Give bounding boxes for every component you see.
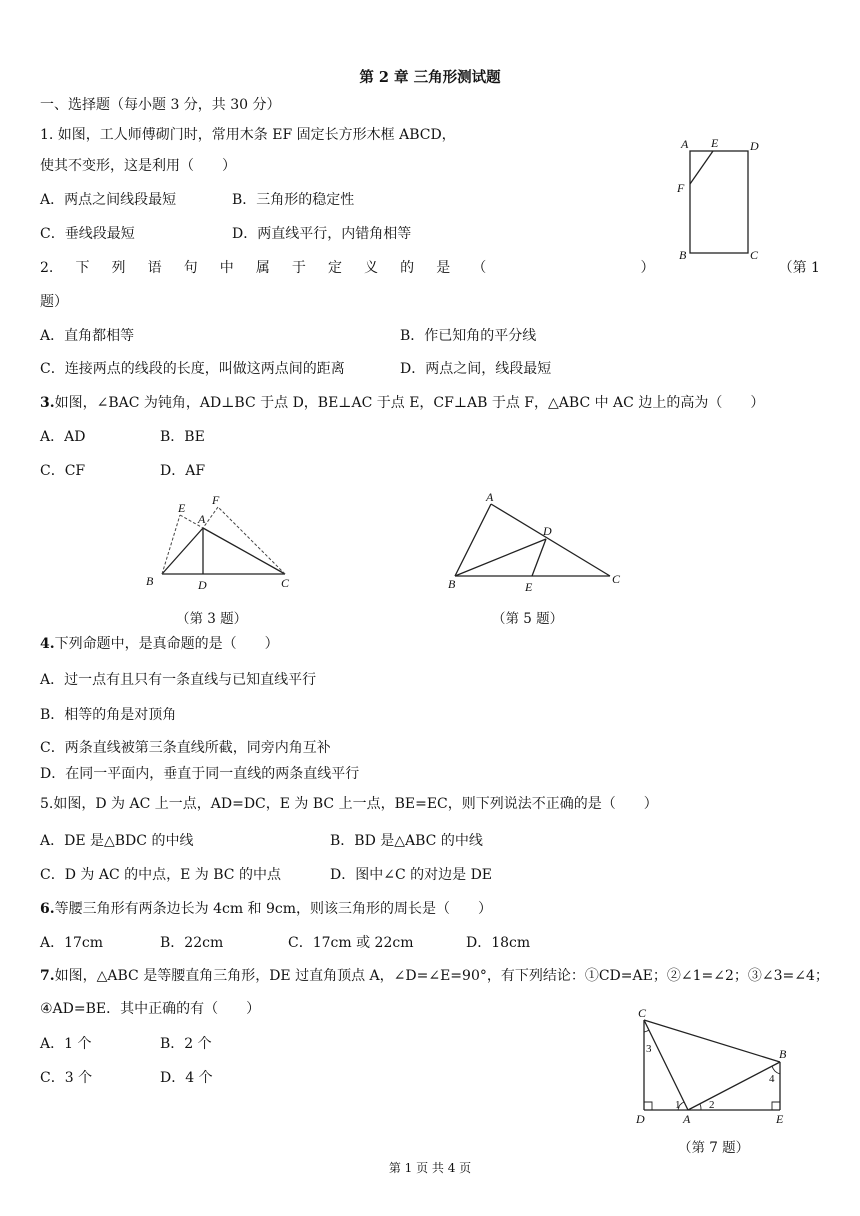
isosceles-right-triangle-diagram (628, 1002, 798, 1132)
q2-char: 2. (40, 260, 54, 276)
right-angle-d (644, 1102, 652, 1110)
q1-option-a: A．两点之间线段最短 (40, 192, 177, 208)
segment-ab (162, 528, 203, 574)
q1-option-b: B．三角形的稳定性 (232, 192, 355, 208)
right-angle-e (772, 1102, 780, 1110)
q1-stem-line1: 1. 如图，工人师傅砌门时，常用木条 EF 固定长方形木框 ABCD， (40, 127, 456, 143)
q2-char: （ (472, 260, 487, 276)
label-d: D (750, 139, 759, 153)
q2-char: 是 (436, 260, 451, 276)
label-b: B (146, 574, 154, 588)
q5-stem: 5.如图，D 为 AC 上一点，AD=DC，E 为 BC 上一点，BE=EC，则下列说法不正确的是（ ） (40, 796, 658, 812)
label-c: C (750, 248, 759, 262)
q6-option-d: D．18cm (466, 935, 531, 951)
angle-arc-2 (700, 1104, 701, 1110)
label-d: D (636, 1112, 645, 1126)
q7-option-c: C．3 个 (40, 1070, 93, 1086)
q3-figure (140, 490, 300, 599)
segment-bd (455, 539, 546, 576)
angle-arc-3 (644, 1030, 649, 1032)
q2-blank (508, 259, 618, 277)
q7-stem-line2: ④AD=BE．其中正确的有（ ） (40, 1001, 261, 1017)
q1-option-d: D．两直线平行，内错角相等 (232, 226, 412, 242)
label-e: E (178, 501, 186, 515)
q7-caption: （第 7 题） (678, 1140, 750, 1156)
q4-option-d: D．在同一平面内，垂直于同一直线的两条直线平行 (40, 766, 360, 782)
q7-stem (40, 967, 829, 985)
label-e: E (525, 580, 533, 594)
rectangle-abcd (690, 151, 748, 253)
label-e: E (711, 136, 719, 150)
altitude-cf (218, 507, 285, 574)
q5-option-c: C．D 为 AC 的中点，E 为 BC 的中点 (40, 867, 281, 883)
label-c: C (638, 1006, 647, 1020)
q4-number: 4. (40, 636, 55, 652)
q2-char: 义 (364, 260, 379, 276)
q2-char: 属 (255, 260, 270, 276)
q2-option-c: C．连接两点的线段的长度，叫做这两点间的距离 (40, 361, 345, 377)
q2-char: 句 (183, 260, 198, 276)
q3-stem (40, 394, 764, 412)
page-title: 第 2 章 三角形测试题 (359, 69, 501, 86)
q7-stem-text: 如图，△ABC 是等腰直角三角形，DE 过直角顶点 A，∠D=∠E=90°，有下列结论：①CD=AE；②∠1=∠2；③∠3=∠4； (54, 968, 829, 984)
q1-stem-line2: 使其不变形，这是利用（ ） (40, 158, 236, 174)
angle-label-1: 1 (675, 1099, 681, 1111)
q5-figure (440, 488, 640, 602)
label-a: A (681, 137, 689, 151)
q2-option-b: B．作已知角的平分线 (400, 328, 537, 344)
q2-char: （第 1 (778, 260, 820, 276)
q2-stem (40, 259, 820, 277)
segment-ab (455, 504, 491, 576)
q2-char: 定 (327, 260, 342, 276)
q4-option-a: A．过一点有且只有一条直线与已知直线平行 (40, 672, 317, 688)
label-a: A (683, 1112, 691, 1126)
q4-stem (40, 635, 279, 653)
label-a: A (486, 490, 494, 504)
page-footer: 第 1 页 共 4 页 (388, 1161, 472, 1175)
q4-option-b: B．相等的角是对顶角 (40, 707, 177, 723)
q5-option-b: B．BD 是△ABC 的中线 (330, 833, 483, 849)
altitude-be (162, 515, 180, 574)
label-a: A (198, 512, 206, 526)
segment-ac (491, 504, 610, 576)
segment-ac (203, 528, 285, 574)
q6-option-b: B．22cm (160, 935, 224, 951)
q2-char: 中 (219, 260, 234, 276)
q4-option-c: C．两条直线被第三条直线所截，同旁内角互补 (40, 740, 331, 756)
q7-option-a: A．1 个 (40, 1036, 92, 1052)
q6-number: 6. (40, 901, 55, 917)
q2-char: 的 (400, 260, 415, 276)
q1-option-c: C．垂线段最短 (40, 226, 135, 242)
segment-de (532, 539, 546, 576)
q7-option-d: D．4 个 (160, 1070, 213, 1086)
rectangle-frame-diagram (672, 134, 772, 269)
q2-stem-end: 题） (40, 294, 68, 310)
angle-label-4: 4 (769, 1073, 775, 1085)
segment-ab (688, 1062, 780, 1110)
q6-option-c: C．17cm 或 22cm (288, 935, 414, 951)
q6-stem-text: 等腰三角形有两条边长为 4cm 和 9cm，则该三角形的周长是（ ） (54, 901, 493, 917)
segment-ca (644, 1020, 688, 1110)
q3-option-a: A．AD (40, 429, 86, 445)
q2-option-a: A．直角都相等 (40, 328, 135, 344)
label-f: F (212, 493, 220, 507)
q7-number: 7. (40, 968, 55, 984)
q1-figure (672, 134, 772, 273)
angle-label-2: 2 (709, 1099, 715, 1111)
q7-option-b: B．2 个 (160, 1036, 212, 1052)
segment-cb (644, 1020, 780, 1062)
section-heading: 一、选择题（每小题 3 分，共 30 分） (40, 97, 281, 113)
q3-number: 3. (40, 395, 55, 411)
q2-char: 列 (111, 260, 126, 276)
triangle-medians-diagram (440, 488, 640, 598)
q6-stem (40, 900, 492, 918)
label-f: F (677, 181, 685, 195)
label-d: D (198, 578, 207, 592)
label-b: B (679, 248, 687, 262)
label-c: C (612, 572, 621, 586)
q2-char: 于 (291, 260, 306, 276)
q2-gap (677, 259, 757, 277)
q3-option-b: B．BE (160, 429, 205, 445)
q5-caption: （第 5 题） (492, 611, 564, 627)
obtuse-triangle-diagram (140, 490, 300, 595)
q2-option-d: D．两点之间，线段最短 (400, 361, 552, 377)
q5-option-a: A．DE 是△BDC 的中线 (40, 833, 194, 849)
q5-option-d: D．图中∠C 的对边是 DE (330, 867, 493, 883)
label-d: D (543, 524, 552, 538)
q2-char: 语 (147, 260, 162, 276)
label-c: C (281, 576, 290, 590)
label-b: B (779, 1047, 787, 1061)
label-e: E (776, 1112, 784, 1126)
angle-label-3: 3 (646, 1043, 652, 1055)
q4-stem-text: 下列命题中，是真命题的是（ ） (54, 636, 279, 652)
q3-option-d: D．AF (160, 463, 206, 479)
q2-char: ） (640, 260, 655, 276)
label-b: B (448, 577, 456, 591)
segment-ef (690, 151, 713, 184)
q6-option-a: A．17cm (40, 935, 104, 951)
q3-option-c: C．CF (40, 463, 86, 479)
q3-caption: （第 3 题） (176, 611, 248, 627)
q2-char: 下 (75, 260, 90, 276)
q3-stem-text: 如图，∠BAC 为钝角，AD⊥BC 于点 D，BE⊥AC 于点 E，CF⊥AB 于点 F，△ABC 中 AC 边上的高为（ ） (54, 395, 765, 411)
q7-figure (628, 1002, 798, 1136)
